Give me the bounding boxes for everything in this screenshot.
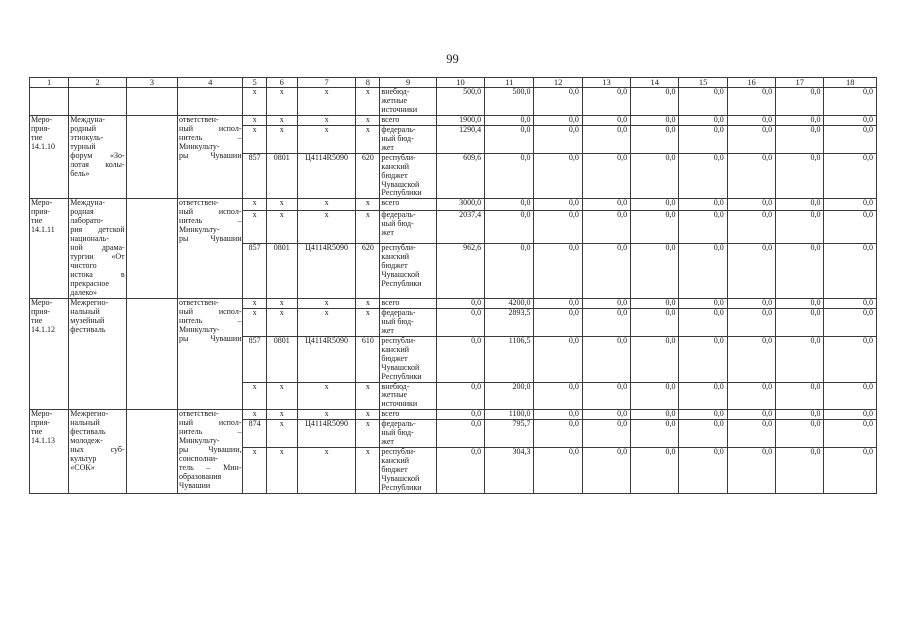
cell-funding-source: всего [380,410,436,420]
cell-section: x [266,448,297,494]
column-number-2: 2 [69,78,126,88]
cell-col3 [126,298,177,409]
cell-value-14: 0,0 [631,244,679,298]
cell-value-16: 0,0 [727,336,775,382]
cell-value-12: 0,0 [534,420,582,448]
cell-value-14: 0,0 [631,448,679,494]
cell-value-15: 0,0 [679,88,727,116]
cell-value-17: 0,0 [776,382,824,410]
cell-target-article: x [297,199,355,211]
cell-expense-group: x [356,382,380,410]
cell-value-11: 0,0 [485,244,534,298]
cell-funding-source: республи- канский бюджет Чувашской Республики [380,448,436,494]
cell-value-11: 2893,5 [485,308,534,336]
header-row [30,78,877,88]
cell-value-11: 0,0 [485,153,534,199]
table-row [30,199,877,211]
cell-grbs: 857 [243,244,266,298]
cell-grbs: x [243,211,266,244]
cell-value-15: 0,0 [679,448,727,494]
cell-value-17: 0,0 [776,125,824,153]
cell-value-14: 0,0 [631,420,679,448]
cell-value-18: 0,0 [824,88,877,116]
cell-expense-group: x [356,448,380,494]
cell-value-10: 1290,4 [436,125,484,153]
cell-value-14: 0,0 [631,211,679,244]
cell-value-12: 0,0 [534,308,582,336]
cell-value-18: 0,0 [824,336,877,382]
column-number-15: 15 [679,78,727,88]
cell-value-16: 0,0 [727,448,775,494]
cell-value-14: 0,0 [631,336,679,382]
cell-target-article: x [297,88,355,116]
cell-grbs: x [243,448,266,494]
cell-value-15: 0,0 [679,153,727,199]
cell-executor: ответствен- ный испол- нитель – Минкульту- ры Чувашии [178,298,243,409]
cell-funding-source: внебюд- жетные источники [380,88,436,116]
column-number-6: 6 [266,78,297,88]
cell-value-10: 962,6 [436,244,484,298]
cell-section: x [266,308,297,336]
cell-value-13: 0,0 [582,308,630,336]
cell-target-article: x [297,115,355,125]
cell-value-14: 0,0 [631,410,679,420]
cell-grbs: x [243,382,266,410]
cell-value-16: 0,0 [727,153,775,199]
cell-col3 [126,199,177,298]
cell-value-18: 0,0 [824,244,877,298]
cell-target-article: x [297,382,355,410]
cell-value-10: 1900,0 [436,115,484,125]
cell-value-16: 0,0 [727,244,775,298]
cell-grbs: x [243,298,266,308]
cell-value-14: 0,0 [631,199,679,211]
cell-value-18: 0,0 [824,153,877,199]
cell-value-14: 0,0 [631,88,679,116]
cell-target-article: x [297,211,355,244]
cell-value-16: 0,0 [727,308,775,336]
column-number-17: 17 [776,78,824,88]
cell-value-12: 0,0 [534,336,582,382]
column-number-1: 1 [30,78,69,88]
cell-value-15: 0,0 [679,199,727,211]
cell-value-16: 0,0 [727,115,775,125]
cell-expense-group: 620 [356,153,380,199]
cell-value-11: 200,0 [485,382,534,410]
cell-value-13: 0,0 [582,420,630,448]
cell-executor: ответствен- ный испол- нитель – Минкульту- ры Чувашии [178,115,243,199]
cell-value-11: 1106,5 [485,336,534,382]
cell-expense-group: x [356,420,380,448]
cell-value-11: 0,0 [485,115,534,125]
cell-section: x [266,298,297,308]
column-number-14: 14 [631,78,679,88]
cell-grbs: x [243,308,266,336]
cell-col3 [126,115,177,199]
cell-value-13: 0,0 [582,244,630,298]
cell-col3-empty [126,88,177,116]
cell-grbs: x [243,125,266,153]
cell-funding-source: всего [380,115,436,125]
column-number-8: 8 [356,78,380,88]
cell-target-article: x [297,308,355,336]
cell-event-empty [30,88,69,116]
cell-grbs: 857 [243,153,266,199]
cell-value-17: 0,0 [776,420,824,448]
cell-value-15: 0,0 [679,244,727,298]
budget-table [29,77,877,494]
cell-value-18: 0,0 [824,448,877,494]
cell-executor-empty [178,88,243,116]
cell-expense-group: x [356,115,380,125]
cell-value-13: 0,0 [582,382,630,410]
cell-value-16: 0,0 [727,382,775,410]
cell-name-empty [69,88,126,116]
cell-funding-source: всего [380,199,436,211]
cell-funding-source: внебюд- жетные источники [380,382,436,410]
cell-value-17: 0,0 [776,298,824,308]
column-number-11: 11 [485,78,534,88]
cell-value-14: 0,0 [631,125,679,153]
cell-section: x [266,211,297,244]
column-number-10: 10 [436,78,484,88]
cell-value-12: 0,0 [534,410,582,420]
cell-value-12: 0,0 [534,115,582,125]
table-row [30,410,877,420]
cell-value-18: 0,0 [824,420,877,448]
cell-value-14: 0,0 [631,308,679,336]
table-row [30,115,877,125]
cell-target-article: Ц4114R5090 [297,153,355,199]
column-number-3: 3 [126,78,177,88]
cell-expense-group: 610 [356,336,380,382]
column-number-18: 18 [824,78,877,88]
cell-value-18: 0,0 [824,199,877,211]
cell-value-15: 0,0 [679,420,727,448]
cell-value-10: 0,0 [436,420,484,448]
cell-value-10: 609,6 [436,153,484,199]
cell-section: x [266,88,297,116]
cell-funding-source: республи- канский бюджет Чувашской Республики [380,153,436,199]
column-number-5: 5 [243,78,266,88]
column-number-9: 9 [380,78,436,88]
cell-target-article: Ц4114R5090 [297,244,355,298]
cell-value-11: 0,0 [485,125,534,153]
cell-section: x [266,410,297,420]
cell-value-16: 0,0 [727,125,775,153]
cell-value-18: 0,0 [824,382,877,410]
cell-value-10: 500,0 [436,88,484,116]
cell-value-13: 0,0 [582,125,630,153]
cell-value-16: 0,0 [727,420,775,448]
cell-section: x [266,199,297,211]
cell-value-15: 0,0 [679,298,727,308]
cell-value-11: 4200,0 [485,298,534,308]
cell-value-17: 0,0 [776,199,824,211]
cell-value-13: 0,0 [582,211,630,244]
cell-value-10: 3000,0 [436,199,484,211]
cell-value-12: 0,0 [534,382,582,410]
cell-value-10: 0,0 [436,308,484,336]
cell-value-18: 0,0 [824,115,877,125]
cell-value-13: 0,0 [582,298,630,308]
cell-grbs: 857 [243,336,266,382]
cell-target-article: x [297,125,355,153]
cell-expense-group: x [356,298,380,308]
cell-value-12: 0,0 [534,199,582,211]
cell-executor: ответствен- ный испол- нитель – Минкульту- ры Чувашии [178,199,243,298]
cell-value-15: 0,0 [679,308,727,336]
cell-value-12: 0,0 [534,448,582,494]
cell-target-article: x [297,410,355,420]
cell-value-17: 0,0 [776,410,824,420]
cell-value-11: 1100,0 [485,410,534,420]
cell-grbs: x [243,199,266,211]
cell-value-17: 0,0 [776,336,824,382]
cell-section: 0801 [266,336,297,382]
cell-expense-group: 620 [356,244,380,298]
cell-value-11: 304,3 [485,448,534,494]
cell-value-10: 0,0 [436,298,484,308]
cell-event-name: Междуна- родный этнокуль- турный форум «Зо- лотая колы- бель» [69,115,126,199]
cell-value-12: 0,0 [534,88,582,116]
cell-funding-source: республи- канский бюджет Чувашской Республики [380,336,436,382]
cell-target-article: Ц4114R5090 [297,420,355,448]
cell-event-name: Межрегио- нальный музейный фестиваль [69,298,126,409]
cell-value-11: 0,0 [485,199,534,211]
cell-value-15: 0,0 [679,125,727,153]
cell-section: 0801 [266,244,297,298]
cell-value-13: 0,0 [582,153,630,199]
cell-value-12: 0,0 [534,211,582,244]
cell-funding-source: федераль- ный бюд- жет [380,211,436,244]
cell-section: x [266,115,297,125]
cell-value-18: 0,0 [824,125,877,153]
cell-event-id: Меро- прия- тие 14.1.11 [30,199,69,298]
cell-section: 0801 [266,153,297,199]
cell-value-14: 0,0 [631,382,679,410]
cell-value-10: 0,0 [436,336,484,382]
cell-event-name: Междуна- родная лаборато- рия детской националь- ной драма- тургии «От чистого истока в прекрасное далеко» [70,198,125,297]
cell-grbs: x [243,115,266,125]
cell-value-11: 500,0 [485,88,534,116]
cell-value-13: 0,0 [582,336,630,382]
table-row-carryover [30,88,877,116]
cell-value-17: 0,0 [776,211,824,244]
cell-value-17: 0,0 [776,448,824,494]
cell-target-article: x [297,448,355,494]
cell-funding-source: всего [380,298,436,308]
cell-value-10: 2037,4 [436,211,484,244]
cell-value-15: 0,0 [679,410,727,420]
cell-value-12: 0,0 [534,244,582,298]
cell-event-name: Межрегио- нальный фестиваль молодеж- ных суб- культур «СОК» [69,410,126,494]
cell-grbs: x [243,410,266,420]
cell-value-18: 0,0 [824,308,877,336]
cell-target-article: Ц4114R5090 [297,336,355,382]
cell-expense-group: x [356,125,380,153]
cell-value-14: 0,0 [631,115,679,125]
page-number: 99 [446,52,459,66]
cell-target-article: x [297,298,355,308]
cell-value-15: 0,0 [679,115,727,125]
cell-value-14: 0,0 [631,153,679,199]
cell-value-18: 0,0 [824,211,877,244]
cell-value-14: 0,0 [631,298,679,308]
column-number-16: 16 [727,78,775,88]
cell-value-17: 0,0 [776,308,824,336]
cell-value-12: 0,0 [534,153,582,199]
cell-value-13: 0,0 [582,88,630,116]
cell-section: x [266,382,297,410]
cell-executor: ответствен- ный испол- нитель – Минкульту- ры Чувашии, соисполни- тель – Мин- образования Чувашии [178,410,243,494]
cell-event-id: Меро- прия- тие 14.1.10 [30,115,69,199]
cell-value-15: 0,0 [679,211,727,244]
column-number-4: 4 [178,78,243,88]
cell-value-12: 0,0 [534,298,582,308]
cell-grbs: x [243,88,266,116]
cell-value-10: 0,0 [436,448,484,494]
cell-value-18: 0,0 [824,298,877,308]
cell-value-15: 0,0 [679,382,727,410]
cell-value-13: 0,0 [582,199,630,211]
cell-expense-group: x [356,199,380,211]
cell-grbs: 874 [243,420,266,448]
cell-value-13: 0,0 [582,115,630,125]
column-number-13: 13 [582,78,630,88]
cell-funding-source: федераль- ный бюд- жет [380,420,436,448]
cell-value-16: 0,0 [727,410,775,420]
cell-value-17: 0,0 [776,88,824,116]
cell-expense-group: x [356,88,380,116]
cell-value-16: 0,0 [727,88,775,116]
cell-expense-group: x [356,211,380,244]
column-number-7: 7 [297,78,355,88]
cell-value-11: 795,7 [485,420,534,448]
cell-event-id: Меро- прия- тие 14.1.12 [30,298,69,409]
cell-value-17: 0,0 [776,153,824,199]
cell-value-17: 0,0 [776,244,824,298]
cell-value-10: 0,0 [436,410,484,420]
cell-col3 [126,410,177,494]
cell-value-13: 0,0 [582,410,630,420]
column-number-12: 12 [534,78,582,88]
cell-section: x [266,125,297,153]
cell-expense-group: x [356,308,380,336]
cell-value-15: 0,0 [679,336,727,382]
cell-event-id: Меро- прия- тие 14.1.13 [30,410,69,494]
cell-section: x [266,420,297,448]
cell-value-17: 0,0 [776,115,824,125]
cell-value-13: 0,0 [582,448,630,494]
cell-value-10: 0,0 [436,382,484,410]
cell-value-11: 0,0 [485,211,534,244]
cell-value-12: 0,0 [534,125,582,153]
cell-value-16: 0,0 [727,199,775,211]
cell-value-16: 0,0 [727,298,775,308]
cell-expense-group: x [356,410,380,420]
cell-value-16: 0,0 [727,211,775,244]
table-row [30,298,877,308]
cell-funding-source: федераль- ный бюд- жет [380,308,436,336]
cell-value-18: 0,0 [824,410,877,420]
cell-funding-source: федераль- ный бюд- жет [380,125,436,153]
cell-funding-source: республи- канский бюджет Чувашской Республики [380,244,436,298]
